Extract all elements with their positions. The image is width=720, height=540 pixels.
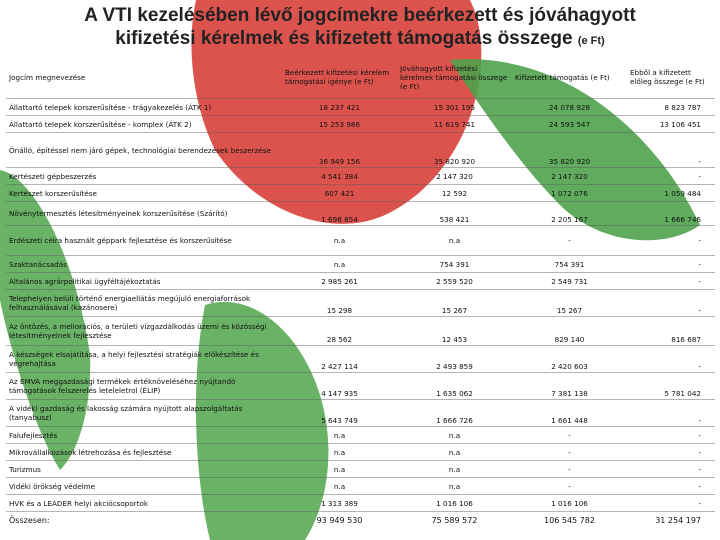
advance-value: 8 823 787	[627, 99, 715, 116]
table-header-row	[6, 56, 715, 99]
advance-value: -	[627, 168, 715, 185]
total-advance-value: 31 254 197	[655, 516, 701, 526]
approved-value: 15 267	[397, 290, 512, 317]
row-title: Kertészet korszerűsítése	[6, 185, 282, 202]
advance-value: -	[627, 290, 715, 317]
title-line-2-wrap	[0, 27, 720, 53]
row-title: Telephelyen belüli történő energiaellátás megújuló energiaforrások felhasználásával (kazánosere)	[6, 290, 282, 317]
advance-value: 1 059 484	[627, 185, 715, 202]
approved-value: n.a	[397, 226, 512, 256]
received-value: 607 421	[282, 185, 397, 202]
approved-value: n.a	[397, 444, 512, 461]
approved-value: 35 820 920	[397, 133, 512, 168]
header-advance: Ebből a kifizetett előleg összege (e Ft)	[627, 56, 715, 99]
received-value: 15 253 986	[282, 116, 397, 133]
advance-value: -	[627, 427, 715, 444]
paid-value: 829 140	[512, 317, 627, 346]
advance-value: -	[627, 133, 715, 168]
received-value: 2 427 114	[282, 346, 397, 373]
received-value: 1 698 854	[282, 202, 397, 226]
advance-value: -	[627, 256, 715, 273]
advance-value: 816 687	[627, 317, 715, 346]
row-title: Általános agrárpolitikai ügyféltájékoztatás	[6, 273, 282, 290]
row-title: Az öntözés, a meliorációs, a területi vízgazdálkodás üzemi és közösségi létesítményeinek fejlesztése	[6, 317, 282, 346]
table-row	[6, 317, 715, 346]
table-row	[6, 99, 715, 116]
table-row	[6, 133, 715, 168]
row-title: Az EMVA meggazdasági termékek értéknöveléséhez nyújtandó támogatások felszerelés leteleletrol (ÉLIP)	[6, 373, 282, 400]
table-row	[6, 461, 715, 478]
table-row	[6, 185, 715, 202]
row-title: Állattartó telepek korszerűsítése - trágyakezelés (ÁTK 1)	[6, 99, 282, 116]
advance-value: 1 666 746	[627, 202, 715, 226]
received-value: n.a	[282, 427, 397, 444]
received-value: n.a	[282, 256, 397, 273]
paid-value: 1 661 448	[512, 400, 627, 427]
received-value: 2 985 261	[282, 273, 397, 290]
table-row	[6, 226, 715, 256]
table-row	[6, 427, 715, 444]
received-value: n.a	[282, 461, 397, 478]
row-title: Erdészeti célra használt géppark fejlesztése és korszerűsítése	[6, 226, 282, 256]
approved-value: n.a	[397, 461, 512, 478]
advance-value: 5 781 042	[627, 373, 715, 400]
received-value: n.a	[282, 444, 397, 461]
table-row	[6, 116, 715, 133]
received-value: 4 541 384	[282, 168, 397, 185]
table-row	[6, 495, 715, 512]
table-row	[6, 346, 715, 373]
received-value: 5 643 749	[282, 400, 397, 427]
paid-value: -	[512, 444, 627, 461]
approved-value: 12 592	[397, 185, 512, 202]
approved-value: n.a	[397, 427, 512, 444]
approved-value: 11 619 741	[397, 116, 512, 133]
paid-value: 1 016 106	[512, 495, 627, 512]
table-body	[6, 99, 715, 530]
title-line-1: A VTI kezelésében lévő jogcímekre beérkezett és jóváhagyott	[84, 5, 636, 26]
row-title: Mikrovállalkozások létrehozása és fejlesztése	[6, 444, 282, 461]
total-received-value: 93 949 530	[316, 516, 363, 526]
row-title: Állattartó telepek korszerűsítése - komplex (ÁTK 2)	[6, 116, 282, 133]
advance-value: -	[627, 444, 715, 461]
paid-value: 24 593 547	[512, 116, 627, 133]
title-unit: (e Ft)	[577, 35, 605, 47]
row-title: HVK és a LEADER helyi akciócsoportok	[6, 495, 282, 512]
advance-value: -	[627, 346, 715, 373]
row-title: Turizmus	[6, 461, 282, 478]
row-title: Növénytermesztés létesítményeinek korszerűsítése (Szárító)	[6, 202, 282, 226]
approved-value: 754 391	[397, 256, 512, 273]
row-title: Szaktanácsadás	[6, 256, 282, 273]
received-value: 18 237 421	[282, 99, 397, 116]
table-row	[6, 290, 715, 317]
received-value: 1 313 389	[282, 495, 397, 512]
received-value: 36 949 156	[282, 133, 397, 168]
paid-value: 2 205 167	[512, 202, 627, 226]
approved-value: 538 421	[397, 202, 512, 226]
table-row	[6, 202, 715, 226]
paid-value: 1 072 076	[512, 185, 627, 202]
paid-value: -	[512, 226, 627, 256]
table-total-row	[6, 512, 715, 530]
table-row	[6, 373, 715, 400]
row-title: Falufejlesztés	[6, 427, 282, 444]
approved-value: 2 147 320	[397, 168, 512, 185]
approved-value: 1 635 062	[397, 373, 512, 400]
advance-value: 13 106 451	[627, 116, 715, 133]
header-paid: Kifizetett támogatás (e Ft)	[512, 56, 627, 99]
table-row	[6, 478, 715, 495]
total-label: Összesen:	[9, 516, 50, 526]
approved-value: 15 301 195	[397, 99, 512, 116]
row-title: Kertészeti gépbeszerzés	[6, 168, 282, 185]
table-row	[6, 400, 715, 427]
approved-value: 2 559 520	[397, 273, 512, 290]
paid-value: 7 381 138	[512, 373, 627, 400]
table-row	[6, 444, 715, 461]
advance-value: -	[627, 461, 715, 478]
table-row	[6, 256, 715, 273]
table-row	[6, 273, 715, 290]
approved-value: 1 666 726	[397, 400, 512, 427]
paid-value: -	[512, 461, 627, 478]
paid-value: -	[512, 478, 627, 495]
row-title: Vidéki örökség védelme	[6, 478, 282, 495]
total-paid-value: 106 545 782	[544, 516, 595, 526]
advance-value: -	[627, 495, 715, 512]
received-value: 28 562	[282, 317, 397, 346]
page-title	[0, 4, 720, 53]
payment-table	[6, 56, 715, 530]
row-title: Önálló, építéssel nem járó gépek, technológiai berendezések beszerzése	[6, 133, 282, 168]
advance-value: -	[627, 226, 715, 256]
paid-value: 2 420 603	[512, 346, 627, 373]
header-received: Beérkezett kifizetési kérelem támogatási igénye (e Ft)	[282, 56, 397, 99]
row-title: A készségek elsajátítása, a helyi fejlesztési stratégiák előkészítése és végrehajtása	[6, 346, 282, 373]
advance-value: -	[627, 478, 715, 495]
paid-value: 35 820 920	[512, 133, 627, 168]
approved-value: n.a	[397, 478, 512, 495]
header-approved: Jóváhagyott kifizetési kérelmek támogatási összege (e Ft)	[397, 56, 512, 99]
advance-value: -	[627, 400, 715, 427]
received-value: 15 298	[282, 290, 397, 317]
paid-value: -	[512, 427, 627, 444]
paid-value: 2 549 731	[512, 273, 627, 290]
total-approved-value: 75 589 572	[431, 516, 478, 526]
approved-value: 1 016 106	[397, 495, 512, 512]
approved-value: 12 453	[397, 317, 512, 346]
paid-value: 15 267	[512, 290, 627, 317]
title-line-2: kifizetési kérelmek és kifizetett támogatás összege	[115, 28, 573, 49]
row-title: A vidéki gazdaság és lakosság számára nyújtott alapszolgáltatás (tanyabusz)	[6, 400, 282, 427]
table-row	[6, 168, 715, 185]
received-value: n.a	[282, 478, 397, 495]
received-value: 4 147 935	[282, 373, 397, 400]
paid-value: 754 391	[512, 256, 627, 273]
approved-value: 2 493 859	[397, 346, 512, 373]
header-title: Jogcím megnevezése	[6, 56, 282, 99]
paid-value: 24 078 928	[512, 99, 627, 116]
paid-value: 2 147 320	[512, 168, 627, 185]
advance-value: -	[627, 273, 715, 290]
received-value: n.a	[282, 226, 397, 256]
